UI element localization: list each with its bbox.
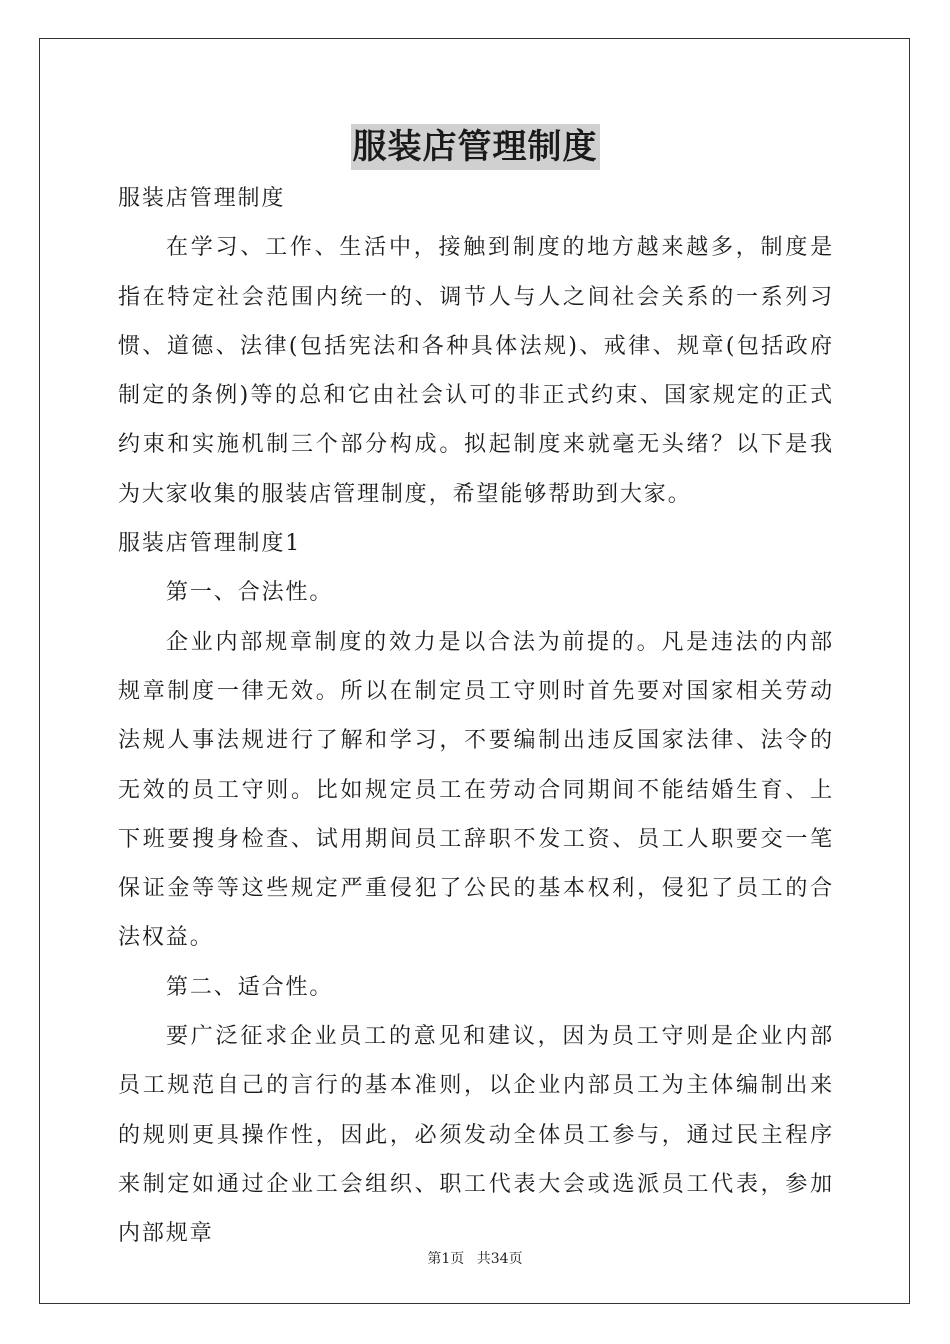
page-footer xyxy=(0,1248,950,1268)
document-title: 服装店管理制度 xyxy=(351,124,600,170)
paragraph: 在学习、工作、生活中，接触到制度的地方越来越多，制度是指在特定社会范围内统一的、调节人与人之间社会关系的一系列习惯、道德、法律(包括宪法和各种具体法规)、戒律、规章(包括政府制定的条例)等的总和它由社会认可的非正式约束、国家规定的正式约束和实施机制三个部分构成。拟起制度来就毫无头绪？以下是我为大家收集的服装店管理制度，希望能够帮助到大家。 xyxy=(118,235,834,507)
paragraph: 第一、合法性。 xyxy=(166,580,334,606)
page-total: 共34页 xyxy=(476,1251,523,1267)
title-wrap xyxy=(0,124,950,170)
paragraph: 第二、适合性。 xyxy=(166,974,334,1000)
document-body xyxy=(118,174,834,1259)
section-heading: 服装店管理制度1 xyxy=(118,531,302,557)
paragraph: 企业内部规章制度的效力是以合法为前提的。凡是违法的内部规章制度一律无效。所以在制定员工守则时首先要对国家相关劳动法规人事法规进行了解和学习，不要编制出违反国家法律、法令的无效的员工守则。比如规定员工在劳动合同期间不能结婚生育、上下班要搜身检查、试用期间员工辞职不发工资、员工人职要交一笔保证金等等这些规定严重侵犯了公民的基本权利，侵犯了员工的合法权益。 xyxy=(118,629,834,951)
paragraph: 要广泛征求企业员工的意见和建议，因为员工守则是企业内部员工规范自己的言行的基本准则，以企业内部员工为主体编制出来的规则更具操作性，因此，必须发动全体员工参与，通过民主程序来制定如通过企业工会组织、职工代表大会或选派员工代表，参加内部规章 xyxy=(118,1024,834,1247)
paragraph: 服装店管理制度 xyxy=(118,186,286,211)
page-number: 第1页 xyxy=(427,1251,465,1267)
